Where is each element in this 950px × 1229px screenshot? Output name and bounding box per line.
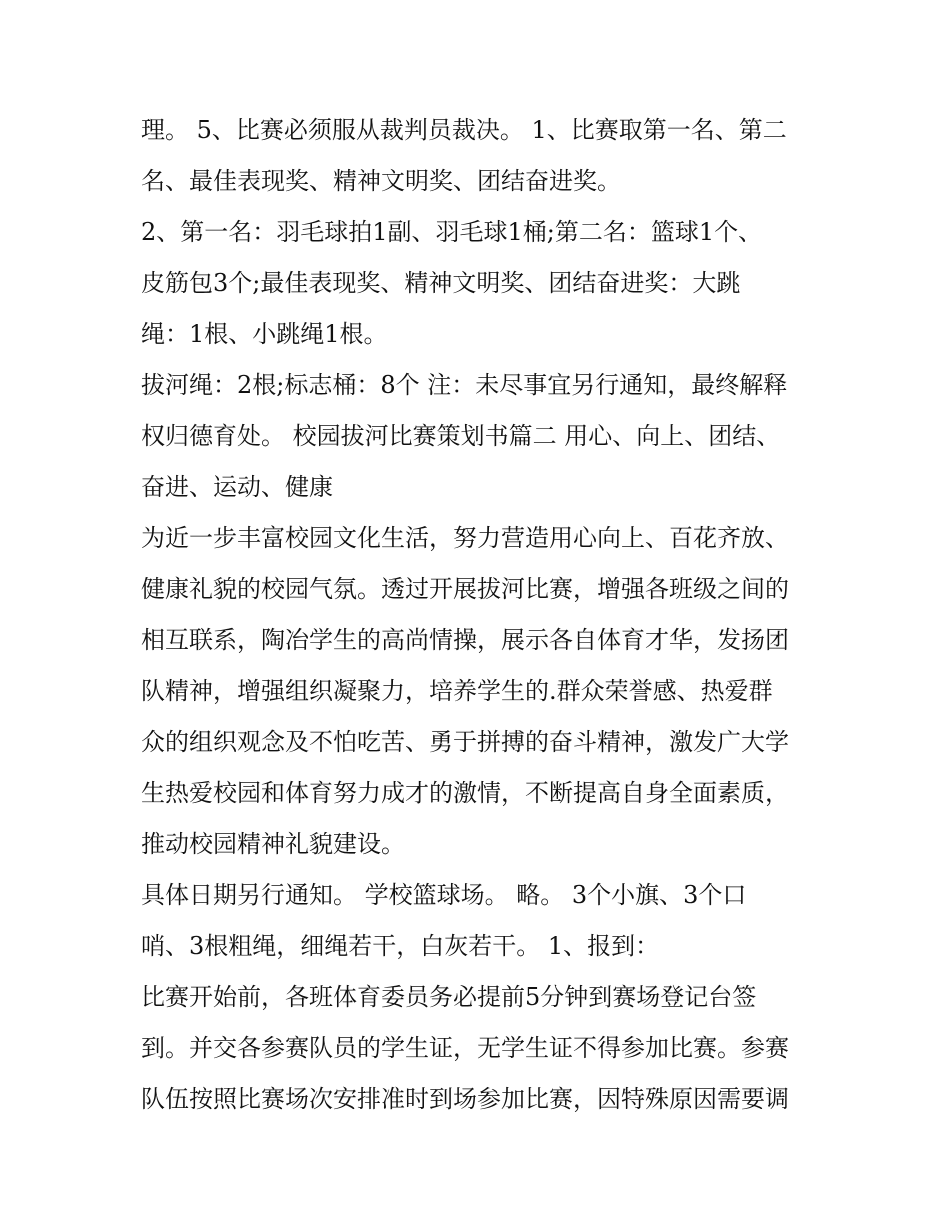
- text-line: 皮筋包3个;最佳表现奖、精神文明奖、团结奋进奖：大跳: [141, 269, 741, 297]
- text-line: 到。并交各参赛队员的学生证，无学生证不得参加比赛。参赛: [141, 1034, 789, 1062]
- text-line: 权归德育处。 校园拔河比赛策划书篇二 用心、向上、团结、: [141, 422, 781, 450]
- text-line: 哨、3根粗绳，细绳若干，白灰若干。 1、报到：: [141, 932, 660, 960]
- text-line: 队伍按照比赛场次安排准时到场参加比赛，因特殊原因需要调: [141, 1085, 789, 1113]
- text-line: 拔河绳：2根;标志桶：8个 注：未尽事宜另行通知，最终解释: [141, 371, 788, 399]
- text-line: 推动校园精神礼貌建设。: [141, 830, 405, 858]
- text-line: 名、最佳表现奖、精神文明奖、团结奋进奖。: [141, 167, 621, 195]
- text-line: 生热爱校园和体育努力成才的激情，不断提高自身全面素质，: [141, 779, 789, 807]
- text-line: 理。 5、比赛必须服从裁判员裁决。 1、比赛取第一名、第二: [141, 116, 787, 144]
- text-line: 众的组织观念及不怕吃苦、勇于拼搏的奋斗精神，激发广大学: [141, 728, 789, 756]
- text-line: 健康礼貌的校园气氛。透过开展拔河比赛，增强各班级之间的: [141, 575, 789, 603]
- text-line: 奋进、运动、健康: [141, 473, 333, 501]
- text-line: 为近一步丰富校园文化生活，努力营造用心向上、百花齐放、: [141, 524, 789, 552]
- text-line: 比赛开始前，各班体育委员务必提前5分钟到赛场登记台签: [141, 983, 757, 1011]
- document-body: [141, 110, 831, 1130]
- text-line: 具体日期另行通知。 学校篮球场。 略。 3个小旗、3个口: [141, 881, 747, 909]
- text-line: 相互联系，陶冶学生的高尚情操，展示各自体育才华，发扬团: [141, 626, 789, 654]
- text-line: 2、第一名：羽毛球拍1副、羽毛球1桶;第二名：篮球1个、: [141, 218, 763, 246]
- text-line: 绳：1根、小跳绳1根。: [141, 320, 388, 348]
- text-line: 队精神，增强组织凝聚力，培养学生的.群众荣誉感、热爱群: [141, 677, 773, 705]
